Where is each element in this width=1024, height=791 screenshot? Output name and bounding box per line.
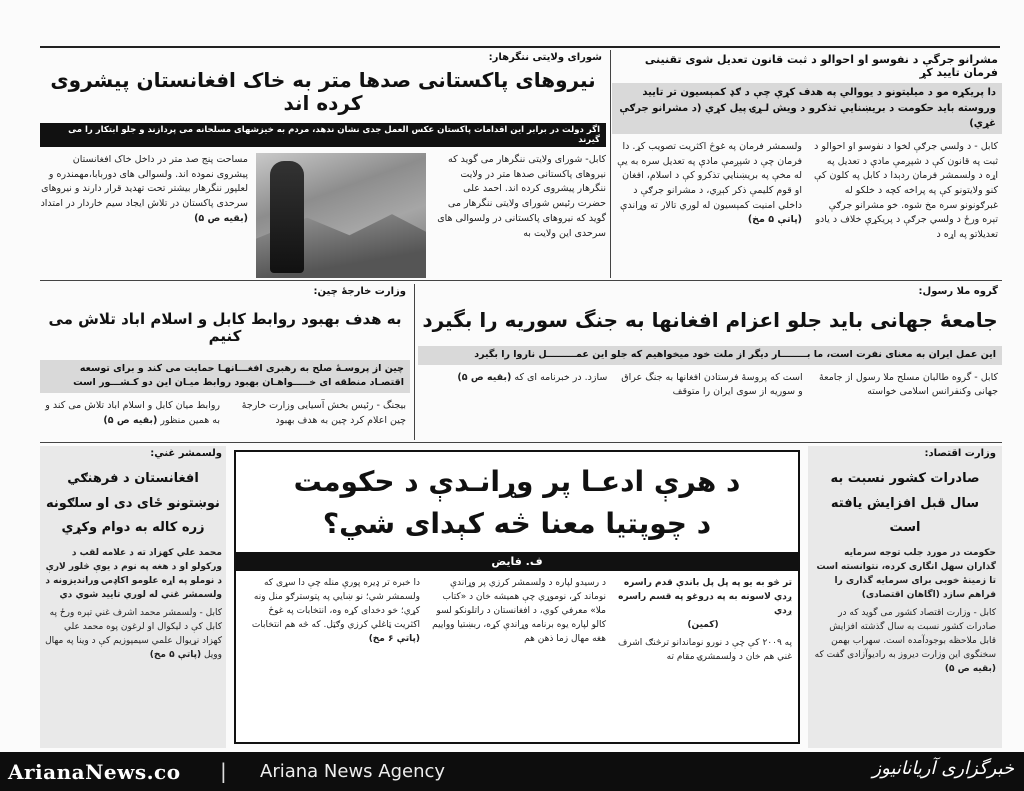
story4-column-left: روابط میان کابل و اسلام اباد تلاش می کند و به همین منظور (بقیه ص ۵) <box>45 399 220 426</box>
border-soldier-photo <box>256 153 426 278</box>
story3-subheadline: این عمل ایران به معنای نفرت است، ما بــــــــار دیگر از ملت خود میخواهیم که جلو این عمـــــــــل ناروا را بگیرد <box>418 346 1002 365</box>
story2-column-right: کابل- شورای ولایتی ننگرهار می گوید که نیروهای پاکستانی صدها متر در ولایت ننگرهار پیشروی کرده اند. احمد علی حضرت رئیس شورای ولایتی ننگرهار می گوید که نیروهای پاکستانی در ولسوالی های سرحدی این ولایت به <box>437 154 606 239</box>
story2-continued: (بقیه ص ۵) <box>194 212 248 224</box>
story5-kicker: ولسمشر غني: <box>150 448 222 459</box>
story7-body: کابل - وزارت اقتصاد کشور می گوید که در صادرات کشور نسبت به سال گذشته افزایش قابل ملاحظه بوجودآمده است. سهراب بهمن سخنگوی این وزارت دیروز به رادیوآزادی گفت که (بقیه ص ۵) <box>814 607 996 674</box>
story6-column-2: د رسیدو لپاره د ولسمشر کرزي پر وړاندې نوماند کړ، نوموړي چې همیشه خان د «کتاب ملا» معرفي کوي، د افغانستان د راتلونکو لسو کالو لپاره یوه برنامه وړاندې کړه، ربښتیا وواییم هغه مهال زما ذهن هم <box>432 578 606 645</box>
story2-headline: نیروهای پاکستانی صدها متر به خاک افغانستان پیشروی کرده اند <box>50 68 596 115</box>
story3-column-1: کابل - گروه طالبان مسلح ملا رسول از جامعۀ جهانی وکنفرانس اسلامی خواسته <box>819 371 998 398</box>
story3-column-3: سازد. در خبرنامه ای که (بقیه ص ۵) <box>457 371 608 383</box>
story5-subheadline: محمد علي کهزاد ته د علامه لقب د ورکولو او د هغه په نوم د يوې څلور لارې د نوملو په اړه علومو اکاډمۍ وراندیزونه د ولسمشر غني له لوري تایید شوي دي <box>45 548 222 600</box>
story-economy-exports <box>808 446 1002 748</box>
story6-lead-poem: تر څو به یو په پل پل باندې قدم راسره ږدي لاسونه به په دروغو په قسم راسره ږدي (کمین) <box>614 577 792 633</box>
top-rule <box>40 46 1000 48</box>
story6-byline: ف. فایض <box>236 552 798 571</box>
footer-logo: خبرگزاری آریانانیوز <box>872 758 1014 779</box>
story3-column-2: است که پروسۀ فرستادن افغانها به جنگ عراق و سوریه از سوی ایران را متوقف <box>621 371 803 398</box>
story-nangarhar-pakistan <box>40 50 606 278</box>
rule-mid-divider <box>414 284 415 440</box>
story-china-foreign-ministry <box>40 284 410 440</box>
story6-lead-signature: (کمین) <box>687 620 719 631</box>
story2-kicker: شورای ولایتی ننگرهار: <box>488 52 602 63</box>
story1-column-left: ولسمشر فرمان په غوڅ اکثریت تصویب کړ. دا فرمان چې د شپږمې مادې په تعدیل سره به یې له مخې په بریښنايي تذکرو کې د اسلام، افغان او قوم کلیمې ذکر کېږي، د مشرانو جرګې د داخلي امنیت کمېسیون له لوري تالار ته وړاندې (پاتې ۵ مخ) <box>617 140 802 226</box>
story1-subheadline: دا پریکړه مو د میلیتونو د یووالي په هدف کړې چې د ګډ کمېسیون تر تایید وروسته بايد حکومت د بریښنايي تذکرو د ویش لـړۍ پیل کړي (د مشرانو جرګې غړي) <box>612 83 1002 134</box>
story2-strip: اگر دولت در برابر این اقدامات پاکستان عکس العمل جدی نشان ندهد، مردم به خیزشهای مسلحانه می پردازند و جلو ابتکار را می گیرند <box>40 123 606 147</box>
story1-column-right: کابل - د ولسي جرګې لخوا د نفوسو او احوالو د ثبت په قانون کې د شپږمې مادې د تعدیل په اړه د ولسمشر فرمان ردېدا د کابل په کلون کې کنو ولایتونو کې په پراخه کچه د خلکو له غبرګونونو سره مخ شوه. خو مشرانو جرګې تېره ورځ د ولسي جرګې د پریکړې خلاف د یادو تعدیلاتو په اړه د <box>814 140 998 241</box>
story4-headline: به هدف بهبود روابط کابل و اسلام اباد تلاش می کنیم <box>48 310 402 346</box>
story7-kicker: وزارت اقتصاد: <box>924 448 996 459</box>
footer-agency-name: Ariana News Agency <box>260 761 446 782</box>
footer-site-link[interactable]: ArianaNews.co <box>8 760 181 784</box>
story6-column-1: په ۲۰۰۹ کې چې د نورو نوماندانو ترڅنګ اشرف غني هم خان د ولسمشرۍ مقام ته <box>617 638 792 663</box>
rule-mid-1 <box>40 280 1002 281</box>
story7-headline: صادرات کشور نسبت به سال قبل افزایش یافته است <box>830 471 980 536</box>
story4-continued: (بقیه ص ۵) <box>103 414 158 426</box>
story2-column-left: مساحت پنج صد متر در داخل خاک افغانستان پیشروی نموده اند. ولسوالی های دوربابا،مهمندره و لعلپور ننگرهار بیشتر تحت تهدید قرار دارند و نیروهای سرحدی پاکستان در تلاش ایجاد سیم خاردار در امتداد (بقیه ص ۵) <box>40 154 248 224</box>
rule-top-divider <box>610 50 611 278</box>
story-government-silence <box>234 450 800 744</box>
story3-headline: جامعۀ جهانی باید جلو اعزام افغانها به جنگ سوریه را بگیرد <box>422 308 998 332</box>
story7-subheadline: حکومت در مورد جلب توجه سرمایه گذاران سهل انگاری کرده، نتوانسته است تا زمینۀ خوبی برای سرمایه گذاری را فراهم سازد (اگاهان اقتصادی) <box>816 548 996 600</box>
story5-body: کابل - ولسمشر محمد اشرف غني تېره ورځ په کابل کې د لیکوال او لرغون پوه محمد علي کهزاد نړیوال علمي سیمپوزیم کې د وینا په مهال وويل (پاتې ۵ مخ) <box>45 607 222 660</box>
rule-mid-2 <box>40 442 1002 443</box>
story3-kicker: گروه ملا رسول: <box>918 286 998 297</box>
story6-column-3: دا خبره تر ډیره پورې منله چې دا سړی که ولسمشر شي؛ نو ښایي په پتوسترګو منل ونه کړي؛ خو دخدای کړه وه، انتخابات په غوڅ اکثریت ټاغلي کرزي وګټل. که څه هم انتخابات (پاتې ۶ مخ) <box>251 578 420 645</box>
story7-continued: (بقیه ص ۵) <box>944 663 996 674</box>
story-mullah-rasool-syria <box>418 284 1002 440</box>
story4-subheadline: چین از پروسـۀ صلح به رهبری افغـــانهـا حمایت می کند و برای توسعه اقتصـاد منطقه ای خـــــواهـان بهبود روابط میـان این دو کـشـــور است <box>40 360 410 393</box>
footer-separator: | <box>220 759 227 783</box>
story4-kicker: وزارت خارجۀ چین: <box>313 286 406 297</box>
story-ghani-culture <box>40 446 226 748</box>
soldier-figure <box>270 161 304 273</box>
story-senate-registration-law <box>612 50 1002 278</box>
story5-continued: (پاتې ۵ مخ) <box>149 649 202 660</box>
story3-continued: (بقیه ص ۵) <box>457 371 512 383</box>
footer-bar <box>0 752 1024 791</box>
story1-continued: (پاتې ۵ مخ) <box>747 214 802 226</box>
story1-kicker: مشرانو جرگې د نفوسو او احوالو د ثبت قانون تعدیل شوی تقنینی فرمان تایید کړ <box>644 53 998 79</box>
story4-column-right: بیجنگ - رئیس بخش آسیایی وزارت خارجۀ چین اعلام کرد چین به هدف بهبود <box>241 399 406 426</box>
story6-headline-line2: د چوپتیا معنا څه کېدای شي؟ <box>322 507 712 541</box>
story6-continued: (پاتې ۶ مخ) <box>368 634 420 645</box>
story5-headline: افغانستان د فرهنګي نوښتونو ځای دی او سلګونه زره کاله به دوام وکړي <box>46 471 220 536</box>
story6-headline-line1: د هرې ادعـا پر وړانـدې د حکومت <box>293 465 741 498</box>
